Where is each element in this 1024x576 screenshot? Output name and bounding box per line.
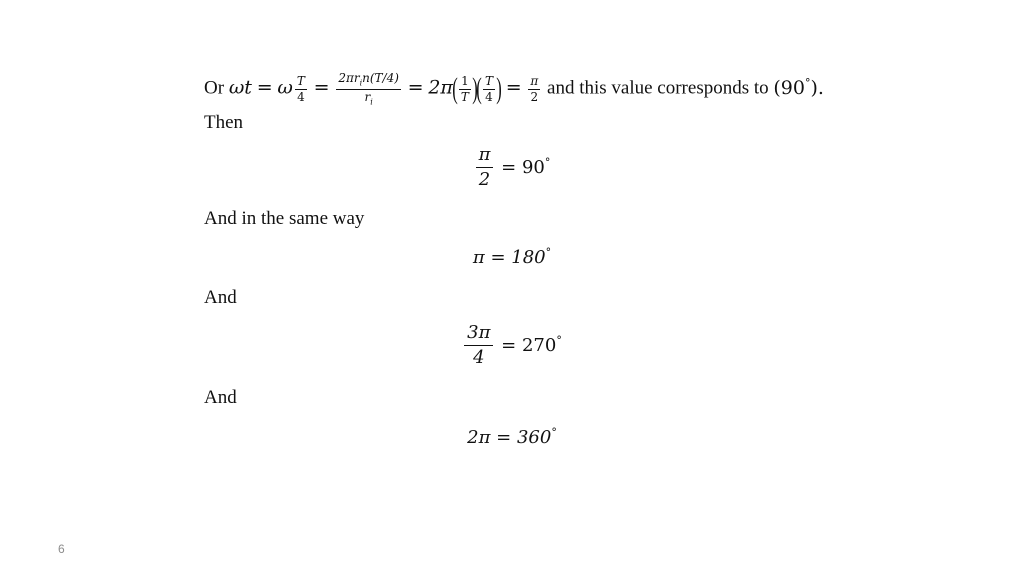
equation-pi-over-2 (0, 146, 1024, 190)
fraction-denominator: 2 (530, 89, 539, 104)
left-paren: ( (476, 72, 482, 106)
equation-lhs: 2π = 360 (467, 427, 552, 448)
degree-symbol: ° (804, 76, 811, 90)
fraction-denominator: 4 (473, 346, 485, 368)
fraction-numerator: π (476, 146, 494, 168)
degree-symbol: ° (545, 246, 552, 259)
fraction-1-over-t (459, 75, 471, 103)
equation-rhs: = 90 (501, 156, 545, 178)
fraction-numerator: T (484, 74, 493, 89)
fraction-denominator (336, 90, 401, 107)
equals-sign: = (313, 76, 330, 99)
fraction-numerator: π (530, 74, 539, 89)
numerator-tail: n(T/4) (362, 71, 399, 85)
page-number: 6 (58, 542, 65, 556)
degree-symbol: ° (556, 333, 562, 347)
fraction-pi-over-2 (528, 75, 540, 103)
fraction-denominator: T (460, 89, 469, 104)
fraction-t-over-4 (295, 75, 307, 103)
then-label: Then (204, 112, 244, 133)
fraction-numerator: 3π (464, 324, 493, 346)
equals-sign: = (407, 76, 424, 99)
degree-symbol: ° (544, 155, 551, 169)
fraction-denominator: 4 (485, 89, 493, 104)
fraction-circumference-over-radius (336, 72, 401, 107)
fraction-numerator: 1 (459, 75, 471, 90)
and-label-2: And (204, 387, 237, 408)
right-paren: ) (496, 72, 502, 106)
same-way-label: And in the same way (204, 208, 365, 229)
omega-t-derivation-line (204, 72, 824, 107)
two-pi-symbol: 2π (428, 76, 453, 99)
corresponds-text: and this value corresponds to (547, 77, 769, 99)
equals-sign: = (256, 76, 273, 99)
subscript-i: i (359, 78, 363, 88)
fraction-denominator: 4 (297, 89, 305, 104)
angle-close: ). (810, 76, 824, 99)
fraction-numerator (336, 72, 401, 90)
right-paren: ) (472, 72, 478, 106)
or-label: Or (204, 77, 225, 99)
angle-number: (90 (773, 76, 805, 99)
equation-pi-180 (0, 246, 1024, 268)
equation-3pi-over-4 (0, 324, 1024, 368)
fraction-numerator: T (296, 74, 305, 89)
angle-value (773, 77, 824, 99)
degree-symbol: ° (551, 426, 557, 439)
equation-lhs: π = 180 (472, 247, 546, 268)
fraction-denominator: 2 (478, 168, 491, 190)
omega-t-symbol: ωt (228, 76, 252, 99)
denominator-r: r (364, 89, 371, 104)
equals-sign: = (505, 76, 522, 99)
equation-rhs: = 270 (501, 334, 557, 356)
and-label-1: And (204, 287, 237, 308)
numerator-head: 2πr (338, 71, 360, 85)
fraction-t-over-4-paren (483, 75, 495, 103)
fraction-pi-over-2-display (476, 146, 494, 190)
subscript-i: i (370, 97, 373, 107)
left-paren: ( (452, 72, 458, 106)
omega-symbol: ω (277, 76, 293, 99)
equation-2pi-360 (0, 426, 1024, 448)
fraction-3pi-over-4 (464, 324, 493, 368)
